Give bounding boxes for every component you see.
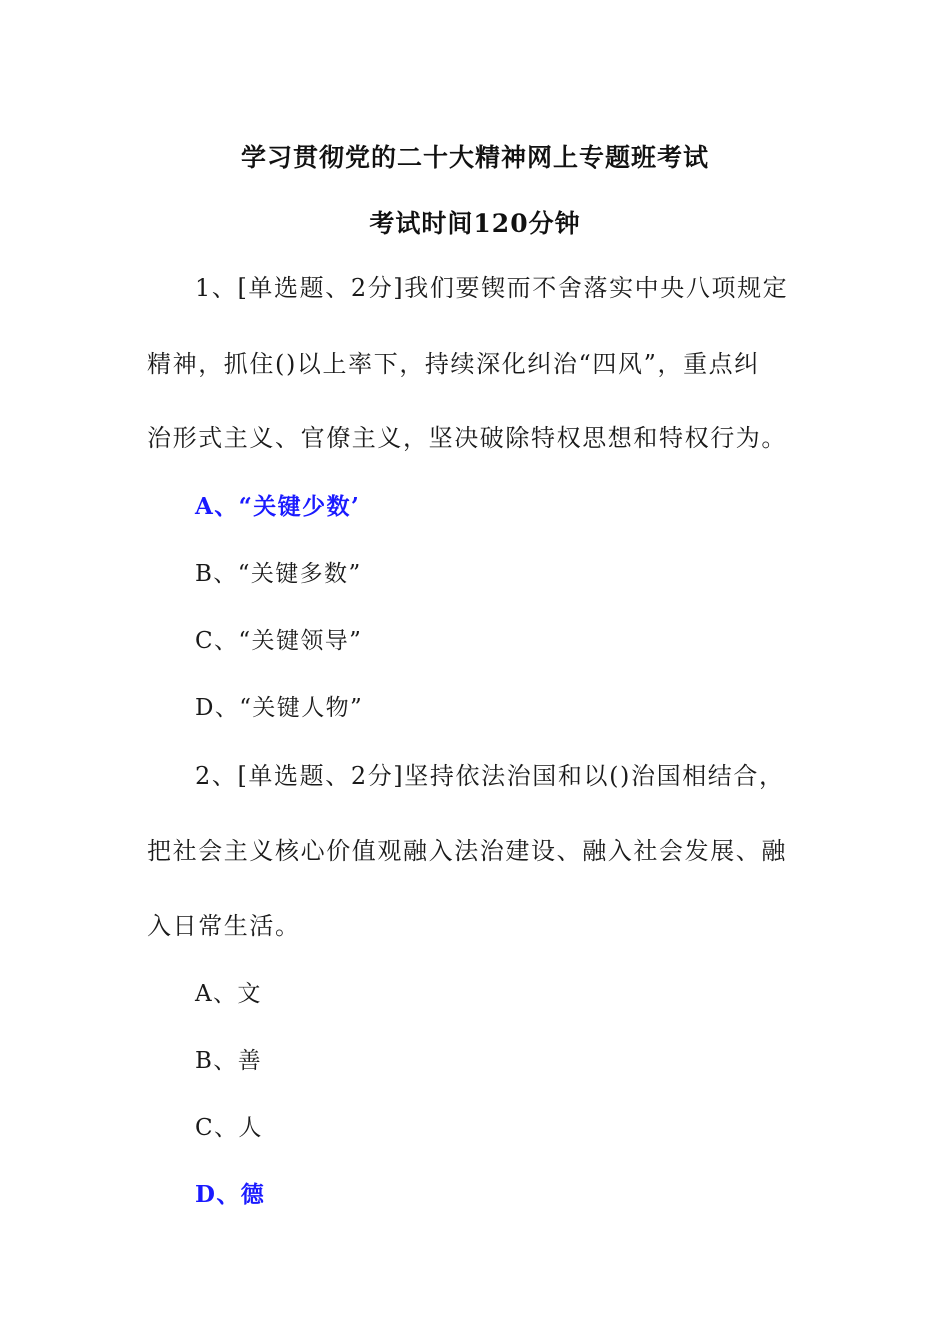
question-2-line-3: 入日常生活。	[147, 912, 301, 940]
exam-duration: 考试时间120分钟	[369, 209, 581, 238]
question-2-line-1: 2、[单选题、2分]坚持依法治国和以()治国相结合，	[195, 762, 785, 790]
question-1-option-a: A、“关键少数’	[195, 493, 361, 520]
question-1-option-d: D、“关键人物”	[195, 695, 364, 721]
question-1-option-b: B、“关键多数”	[195, 561, 362, 587]
question-1-line-2: 精神，抓住()以上率下，持续深化纠治“四风”，重点纠	[147, 350, 760, 378]
question-2-option-c: C、人	[195, 1115, 263, 1141]
question-1-option-c: C、“关键领导”	[195, 628, 363, 654]
question-1-line-1: 1、[单选题、2分]我们要锲而不舍落实中央八项规定	[195, 274, 789, 302]
question-2-option-d: D、德	[195, 1181, 266, 1208]
question-2-option-a: A、文	[195, 981, 262, 1007]
question-2-option-b: B、善	[195, 1048, 263, 1074]
question-1-line-3: 治形式主义、官僚主义，坚决破除特权思想和特权行为。	[147, 424, 787, 452]
document-title: 学习贯彻党的二十大精神网上专题班考试	[240, 143, 709, 172]
question-2-line-2: 把社会主义核心价值观融入法治建设、融入社会发展、融	[147, 837, 787, 865]
